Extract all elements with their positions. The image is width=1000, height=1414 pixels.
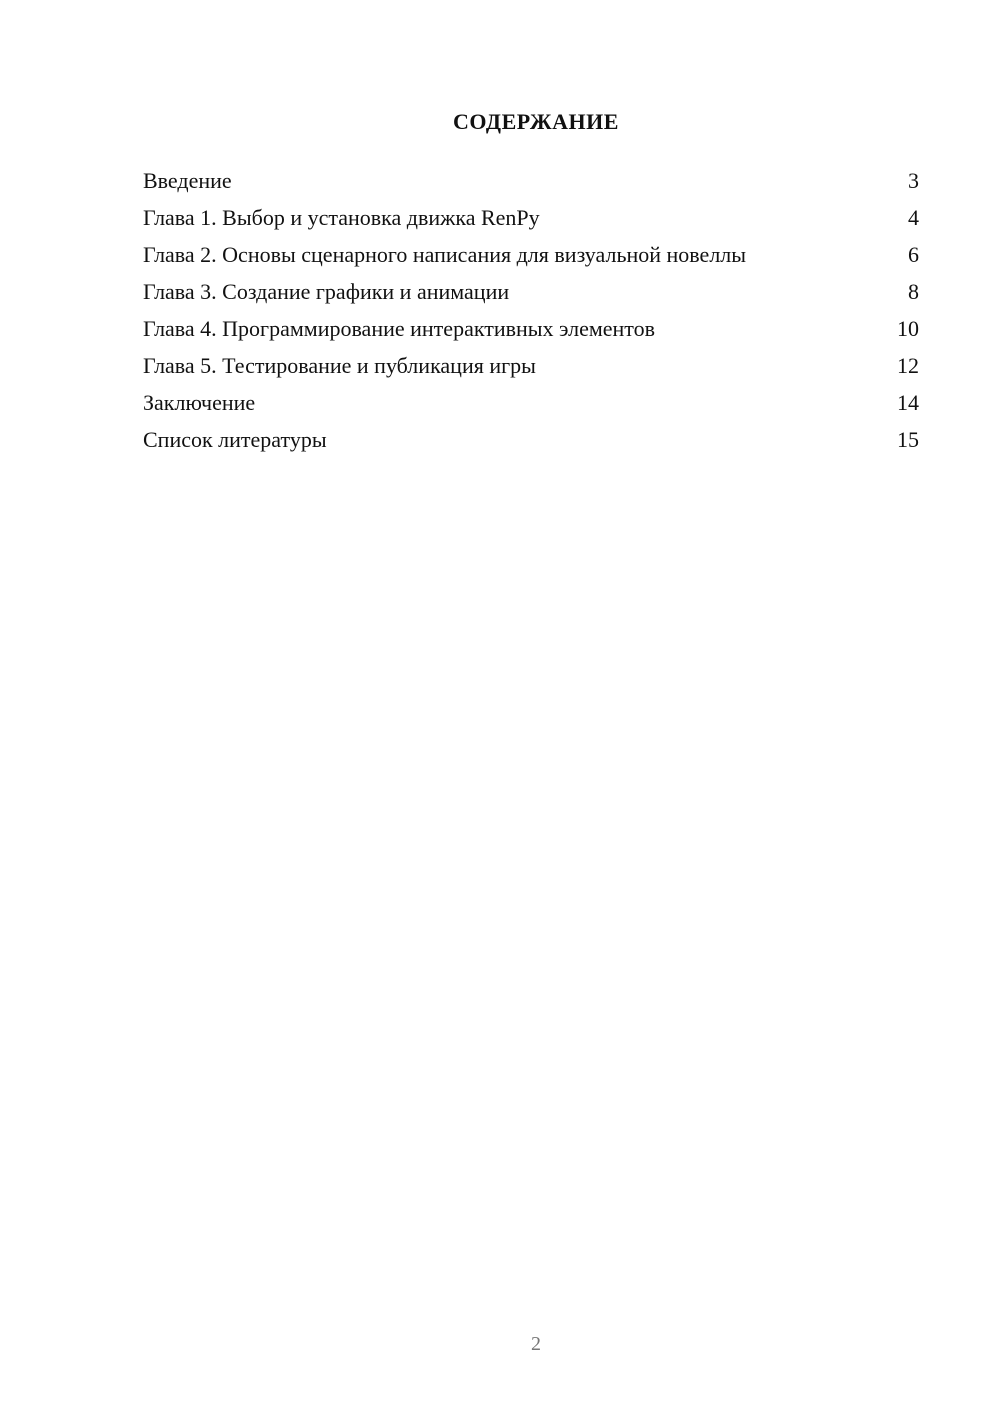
toc-entry-page: 8 <box>908 279 919 304</box>
toc-entry-chapter-3 <box>143 279 919 305</box>
toc-entry-page: 14 <box>897 390 919 415</box>
toc-entry-chapter-2 <box>143 242 919 268</box>
toc-entry-page: 10 <box>897 316 919 341</box>
toc-entry-conclusion <box>143 390 919 416</box>
toc-entry-page: 15 <box>897 427 919 452</box>
toc-entry-chapter-4 <box>143 316 919 342</box>
toc-entry-introduction <box>143 168 919 194</box>
toc-entry-title: Введение <box>143 168 232 193</box>
toc-entry-chapter-1 <box>143 205 919 231</box>
toc-entry-title: Глава 2. Основы сценарного написания для визуальной новеллы <box>143 242 747 267</box>
toc-entry-page: 3 <box>908 168 919 193</box>
toc-entry-page: 4 <box>908 205 919 230</box>
toc-entry-page: 12 <box>897 353 919 378</box>
toc-entry-title: Список литературы <box>143 427 327 452</box>
toc-entry-title: Глава 4. Программирование интерактивных элементов <box>143 316 656 341</box>
toc-entry-chapter-5 <box>143 353 919 379</box>
toc-entry-title: Глава 3. Создание графики и анимации <box>143 279 510 304</box>
toc-entry-title: Заключение <box>143 390 256 415</box>
toc-entry-title: Глава 1. Выбор и установка движка RenPy <box>143 205 540 230</box>
toc-entry-title: Глава 5. Тестирование и публикация игры <box>143 353 536 378</box>
toc-entry-page: 6 <box>908 242 919 267</box>
table-of-contents <box>143 168 919 464</box>
page-number: 2 <box>531 1333 541 1355</box>
toc-title: СОДЕРЖАНИЕ <box>453 108 619 134</box>
toc-entry-references <box>143 427 919 453</box>
